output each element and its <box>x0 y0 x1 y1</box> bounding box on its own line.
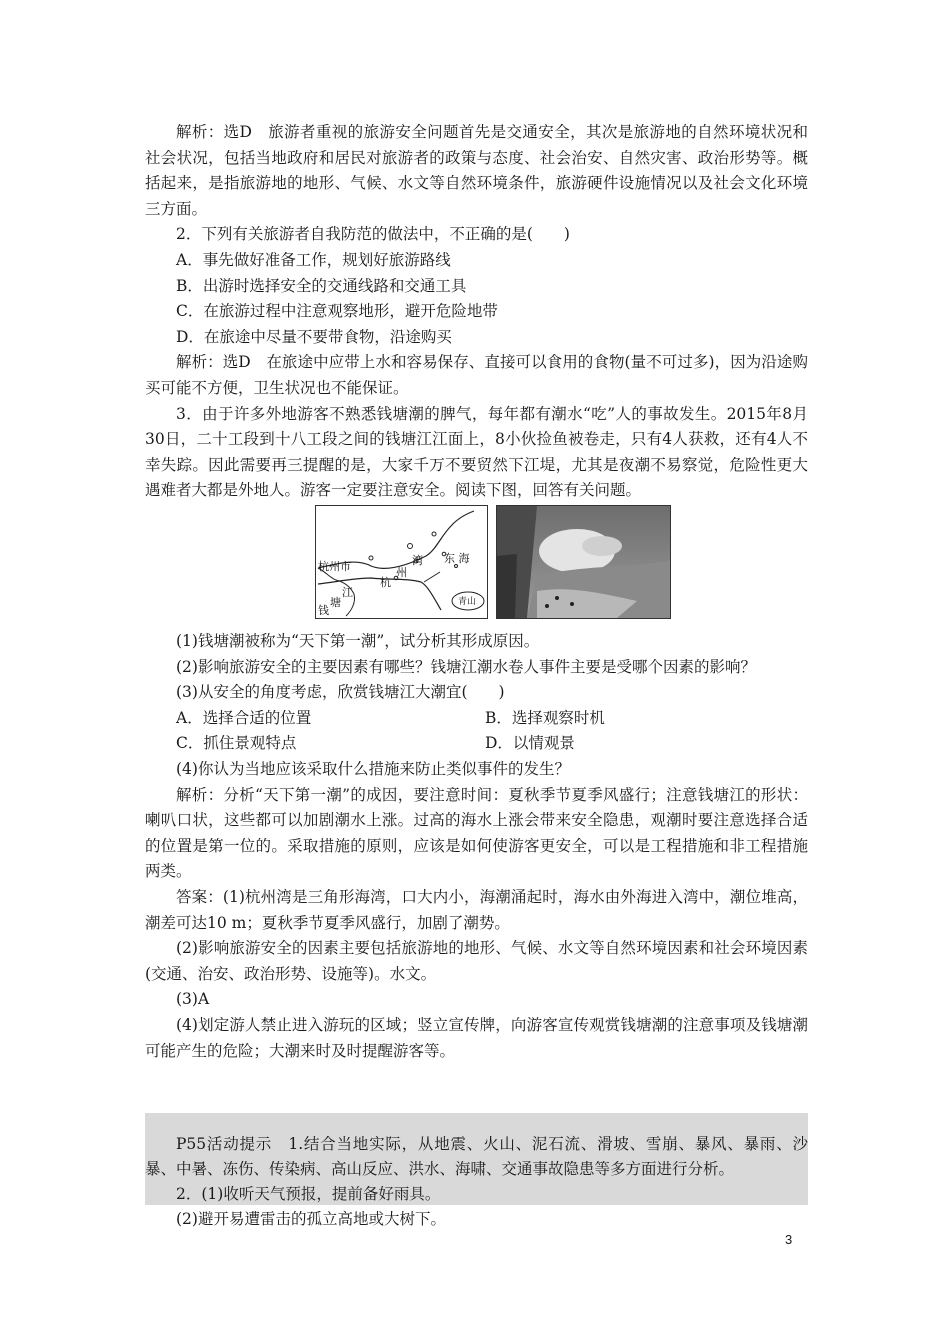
sub-question-4: (4)你认为当地应该采取什么措施来防止类似事件的发生？ <box>176 759 570 778</box>
tide-photo-drawing <box>497 506 670 618</box>
analysis-paragraph-3: 解析：分析“天下第一潮”的成因，要注意时间：夏秋季节夏季风盛行；注意钱塘江的形状：喇叭口状，这些都可以加剧潮水上涨。过高的海水上涨会带来安全隐患，观潮时要注意选择合适的位置是第一位的。采取措施的原则，应该是如何使游客更安全，可以是工程措施和非工程措施两类。 <box>145 785 808 881</box>
answer-2: (2)影响旅游安全的因素主要包括旅游地的地形、气候、水文等自然环境因素和社会环境因素(交通、治安、政治形势、设施等)。水文。 <box>145 939 808 983</box>
sub-question-3-option-a: A．选择合适的位置 <box>176 708 312 727</box>
tide-photo <box>496 505 671 619</box>
question-3: 3．由于许多外地游客不熟悉钱塘潮的脾气，每年都有潮水“吃”人的事故发生。2015年8月30日，二十工段到十八工段之间的钱塘江江面上，8小伙捡鱼被卷走，只有4人获救，还有4人不幸失踪。因此需要再三提醒的是，大家千万不要贸然下江堤，尤其是夜潮不易察觉，危险性更大遇难者大都是外地人。游客一定要注意安全。阅读下图，回答有关问题。 <box>145 404 808 500</box>
sub-question-3-option-c: C．抓住景观特点 <box>176 734 297 753</box>
sub-question-3-options-row-1 <box>145 706 808 732</box>
sub-question-2: (2)影响旅游安全的主要因素有哪些？钱塘江潮水卷人事件主要是受哪个因素的影响？ <box>176 657 756 676</box>
question-2-option-d: D．在旅途中尽量不要带食物，沿途购买 <box>176 327 452 346</box>
activity-hint-text <box>145 1132 808 1232</box>
map-label-bay-2: 州 <box>396 566 407 579</box>
main-text-block <box>145 120 808 504</box>
question-2-option-a: A．事先做好准备工作，规划好旅游路线 <box>176 250 451 269</box>
sub-question-3-option-d: D．以情观景 <box>485 734 575 753</box>
answer-1: 答案：(1)杭州湾是三角形海湾，口大内小，海潮涌起时，海水由外海进入湾中，潮位堆高，潮差可达10 m；夏秋季节夏季风盛行，加剧了潮势。 <box>145 887 808 932</box>
map-label-hangzhou: 杭州市 <box>318 560 351 573</box>
map-label-bay-1: 杭 <box>380 576 391 589</box>
analysis-paragraph-2: 解析：选D 在旅途中应带上水和容易保存、直接可以食用的食物(量不可过多)，因为沿途购买可能不方便，卫生状况也不能保证。 <box>145 353 808 397</box>
map-label-east-sea: 东 海 <box>444 552 470 565</box>
activity-hint-line-3: (2)避开易遭雷击的孤立高地或大树下。 <box>176 1210 446 1228</box>
sub-question-3: (3)从安全的角度考虑，欣赏钱塘江大潮宜( ) <box>176 683 505 702</box>
map-label-river-3: 江 <box>342 586 353 599</box>
question-2: 2．下列有关旅游者自我防范的做法中，不正确的是( ) <box>176 225 570 244</box>
page-number: 3 <box>785 1232 793 1247</box>
questions-and-answers <box>145 629 808 1064</box>
activity-hint-line-2: 2．(1)收听天气预报，提前备好雨具。 <box>176 1185 441 1203</box>
question-2-option-c: C．在旅游过程中注意观察地形，避开危险地带 <box>176 302 498 321</box>
sub-question-3-options-row-2 <box>145 731 808 757</box>
map-label-river-1: 钱 <box>318 604 329 617</box>
map-label-bay-3: 湾 <box>412 554 423 567</box>
map-label-island: 青山 <box>458 597 477 607</box>
map-label-river-2: 塘 <box>330 596 341 609</box>
sub-question-1: (1)钱塘潮被称为“天下第一潮”，试分析其形成原因。 <box>176 632 540 650</box>
question-2-option-b: B．出游时选择安全的交通线路和交通工具 <box>176 276 467 295</box>
figure-map-and-photo <box>315 505 671 619</box>
answer-3: (3)A <box>176 990 210 1009</box>
activity-hint-line-1: P55活动提示 1.结合当地实际，从地震、火山、泥石流、滑坡、雪崩、暴风、暴雨、沙暴、中暑、冻伤、传染病、高山反应、洪水、海啸、交通事故隐患等多方面进行分析。 <box>145 1135 808 1178</box>
answer-4: (4)划定游人禁止进入游玩的区域；竖立宣传牌，向游客宣传观赏钱塘潮的注意事项及钱塘潮可能产生的危险；大潮来时及时提醒游客等。 <box>145 1015 808 1060</box>
hangzhou-bay-map <box>315 505 488 619</box>
analysis-paragraph-1: 解析：选D 旅游者重视的旅游安全问题首先是交通安全，其次是旅游地的自然环境状况和社会状况，包括当地政府和居民对旅游者的政策与态度、社会治安、自然灾害、政治形势等。概括起来，是指旅游地的地形、气候、水文等自然环境条件，旅游硬件设施情况以及社会文化环境三方面。 <box>145 123 808 218</box>
sub-question-3-option-b: B．选择观察时机 <box>485 708 605 727</box>
